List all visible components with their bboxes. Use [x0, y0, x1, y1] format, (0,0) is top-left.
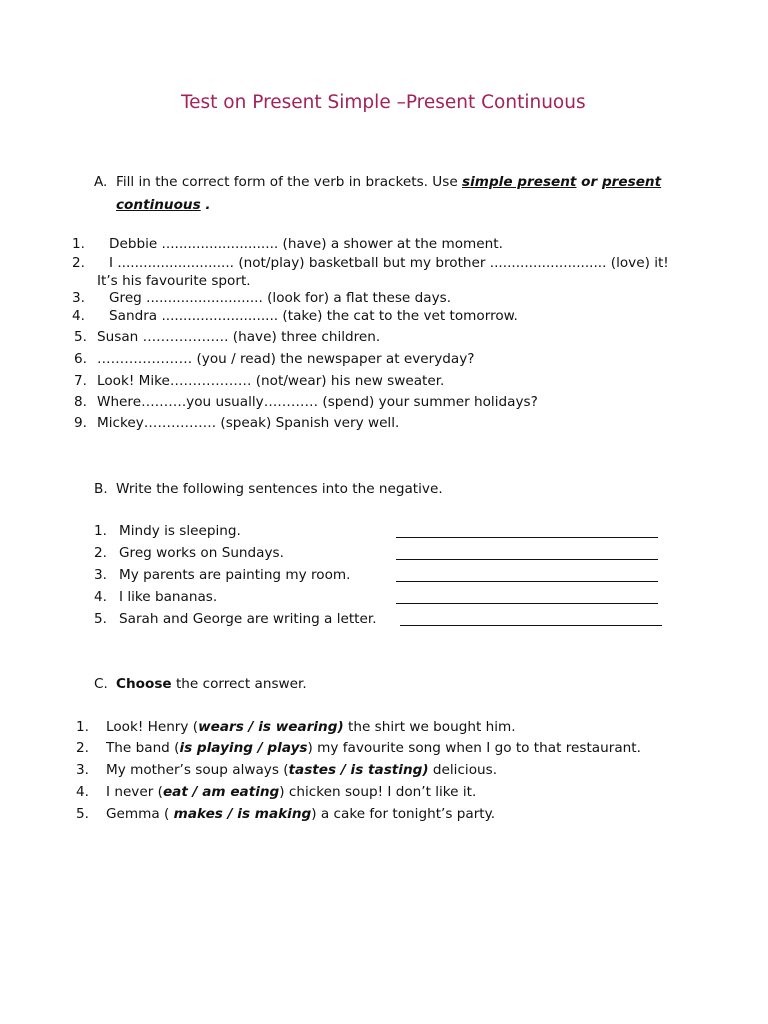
- list-item: Susan ………………. (have) three children.: [97, 329, 381, 345]
- item-number: 4.: [94, 589, 107, 605]
- instruction-text: the correct answer.: [171, 676, 307, 692]
- item-text: the shirt we bought him.: [343, 719, 516, 735]
- list-item: Sandra ........................... (take) the cat to the vet tomorrow.: [109, 308, 518, 324]
- item-number: 4.: [72, 308, 85, 324]
- emphasis-continuous: continuous: [116, 197, 201, 213]
- item-number: 3.: [72, 290, 85, 306]
- emphasis-present: present: [601, 174, 662, 190]
- answer-blank[interactable]: [396, 537, 658, 538]
- item-number: 6.: [74, 351, 87, 367]
- section-a-instruction-line2: [116, 197, 211, 213]
- list-item: [106, 719, 516, 735]
- list-item: [106, 784, 476, 800]
- section-a-letter: A.: [94, 174, 108, 190]
- item-number: 7.: [74, 373, 87, 389]
- item-text: delicious.: [428, 762, 498, 778]
- list-item: Sarah and George are writing a letter.: [119, 611, 377, 627]
- instruction-end: .: [200, 197, 211, 213]
- list-item: I like bananas.: [119, 589, 218, 605]
- list-item: [106, 740, 641, 756]
- item-text: ) a cake for tonight’s party.: [311, 806, 496, 822]
- item-text: ) my favourite song when I go to that restaurant.: [307, 740, 641, 756]
- section-b-letter: B.: [94, 481, 108, 497]
- answer-options[interactable]: eat / am eating: [162, 784, 280, 800]
- list-item-continuation: It’s his favourite sport.: [97, 273, 251, 289]
- item-number: 1.: [94, 523, 107, 539]
- item-number: 9.: [74, 415, 87, 431]
- list-item: [106, 806, 495, 822]
- list-item: Greg ........................... (look for) a flat these days.: [109, 290, 452, 306]
- list-item: Greg works on Sundays.: [119, 545, 284, 561]
- list-item: [106, 762, 497, 778]
- answer-options[interactable]: makes / is making: [173, 806, 312, 822]
- item-number: 5.: [76, 806, 89, 822]
- item-number: 8.: [74, 394, 87, 410]
- list-item: Where……….you usually………… (spend) your summer holidays?: [97, 394, 538, 410]
- item-number: 5.: [74, 329, 87, 345]
- answer-options[interactable]: is playing / plays: [179, 740, 308, 756]
- list-item: Mickey……………. (speak) Spanish very well.: [97, 415, 400, 431]
- item-number: 2.: [76, 740, 89, 756]
- instruction-bold-word: Choose: [116, 676, 172, 692]
- section-c-instruction: [116, 676, 307, 692]
- item-number: 4.: [76, 784, 89, 800]
- item-text: I never (: [106, 784, 163, 800]
- answer-blank[interactable]: [400, 625, 662, 626]
- emphasis-simple-present: simple present: [462, 174, 577, 190]
- section-a-instruction: [116, 174, 661, 190]
- emphasis-or: or: [576, 174, 602, 190]
- item-number: 3.: [94, 567, 107, 583]
- item-text: Look! Henry (: [106, 719, 199, 735]
- item-number: 1.: [76, 719, 89, 735]
- section-c-letter: C.: [94, 676, 108, 692]
- answer-options[interactable]: wears / is wearing): [198, 719, 344, 735]
- item-text: Gemma (: [106, 806, 174, 822]
- list-item: My parents are painting my room.: [119, 567, 351, 583]
- answer-blank[interactable]: [396, 559, 658, 560]
- item-text: ) chicken soup! I don’t like it.: [279, 784, 477, 800]
- answer-blank[interactable]: [396, 603, 658, 604]
- page-title: Test on Present Simple –Present Continuous: [181, 92, 586, 113]
- section-b-instruction: Write the following sentences into the negative.: [116, 481, 443, 497]
- item-number: 1.: [72, 236, 85, 252]
- list-item: I ........................... (not/play) basketball but my brother ........................... (love) it!: [109, 255, 669, 271]
- answer-options[interactable]: tastes / is tasting): [288, 762, 429, 778]
- item-number: 3.: [76, 762, 89, 778]
- answer-blank[interactable]: [396, 581, 658, 582]
- list-item: Mindy is sleeping.: [119, 523, 241, 539]
- list-item: Look! Mike……………… (not/wear) his new sweater.: [97, 373, 445, 389]
- item-text: My mother’s soup always (: [106, 762, 289, 778]
- item-number: 2.: [94, 545, 107, 561]
- instruction-text: Fill in the correct form of the verb in brackets. Use: [116, 174, 463, 190]
- list-item: Debbie ........................... (have) a shower at the moment.: [109, 236, 503, 252]
- item-text: The band (: [106, 740, 180, 756]
- list-item: ………………… (you / read) the newspaper at everyday?: [97, 351, 475, 367]
- item-number: 2.: [72, 255, 85, 271]
- item-number: 5.: [94, 611, 107, 627]
